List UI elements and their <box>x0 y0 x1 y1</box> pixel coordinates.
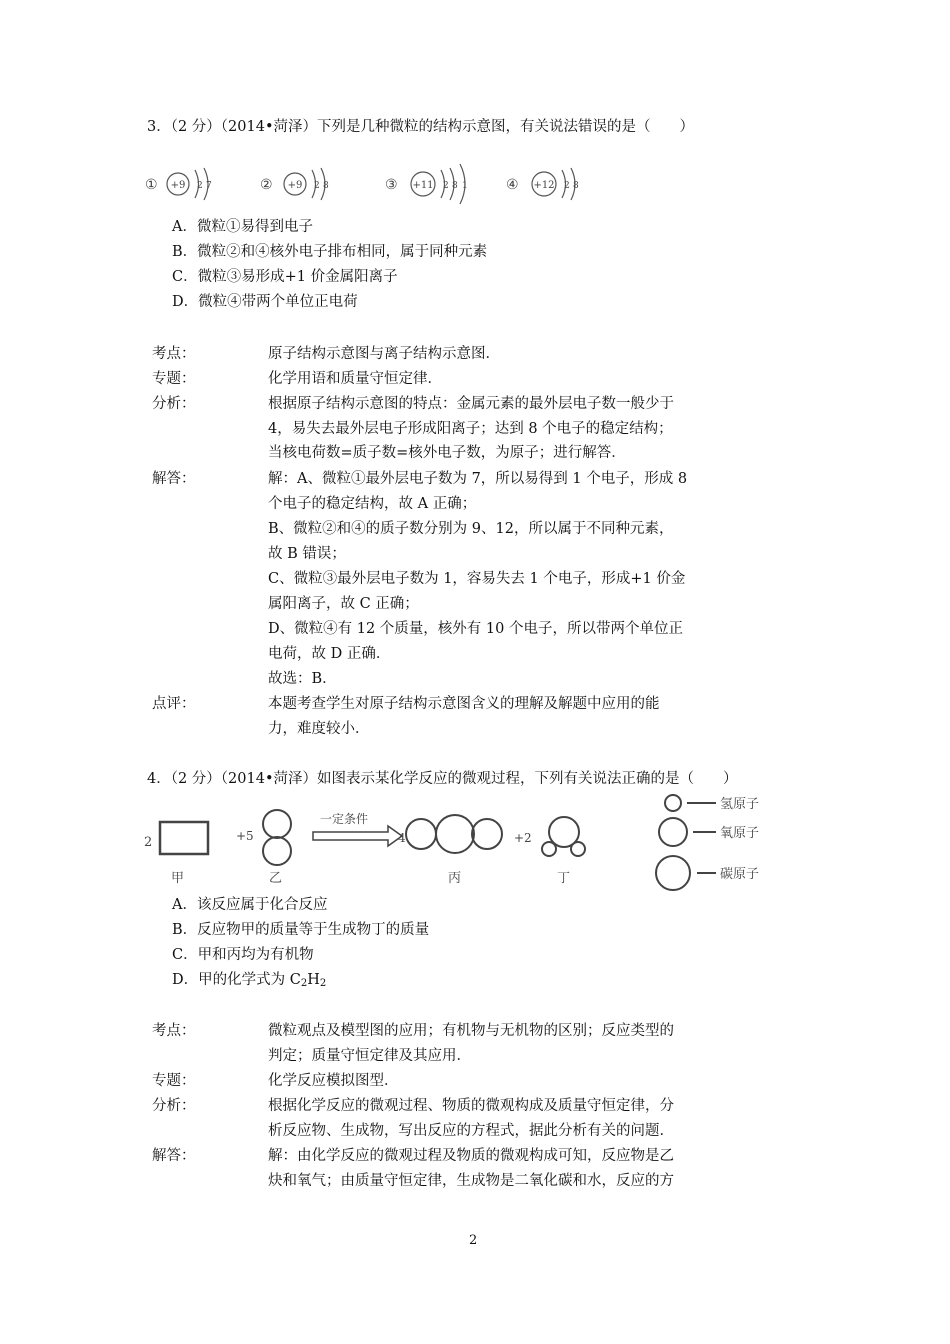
jia-molecule <box>160 822 208 854</box>
jia-label: 甲 <box>171 871 185 886</box>
q3-jieda-line: 故 B 错误； <box>268 546 346 562</box>
q3-dianping-line: 力，难度较小． <box>268 721 370 737</box>
q4-option-b: B．反应物甲的质量等于生成物丁的质量 <box>172 922 430 938</box>
q3-fenxi-line: 根据原子结构示意图的特点：金属元素的最外层电子数一般少于 <box>268 396 674 412</box>
svg-text:④: ④ <box>506 177 519 193</box>
q4-jieda-label: 解答： <box>152 1148 196 1164</box>
yi-molecule-atom <box>263 837 291 865</box>
q3-zhuanti: 化学用语和质量守恒定律． <box>268 371 442 387</box>
q3-option-d: D．微粒④带两个单位正电荷 <box>172 294 358 310</box>
q3-jieda-line: 电荷，故 D 正确． <box>268 646 391 662</box>
svg-text:2: 2 <box>564 181 570 191</box>
atom-4 <box>506 168 579 200</box>
svg-text:8: 8 <box>452 181 458 191</box>
svg-text:+11: +11 <box>412 180 434 191</box>
yi-label: 乙 <box>269 871 283 886</box>
svg-text:+9: +9 <box>287 180 303 191</box>
svg-text:2: 2 <box>314 181 320 191</box>
q4-fenxi-line: 根据化学反应的微观过程、物质的微观构成及质量守恒定律，分 <box>268 1098 674 1114</box>
q3-jieda-line: 属阳离子，故 C 正确； <box>268 596 419 612</box>
svg-text:+12: +12 <box>533 180 555 191</box>
q3-jieda-line: 解：A、微粒①最外层电子数为 7，所以易得到 1 个电子，形成 8 <box>268 471 688 487</box>
q3-kaodian: 原子结构示意图与离子结构示意图． <box>268 346 500 362</box>
svg-text:8: 8 <box>573 181 579 191</box>
svg-text:一定条件: 一定条件 <box>320 812 369 826</box>
q4-option-c: C．甲和丙均为有机物 <box>172 947 314 963</box>
svg-text:7: 7 <box>206 181 212 191</box>
q4-zhuanti: 化学反应模拟图型． <box>268 1073 399 1089</box>
q3-option-b: B．微粒②和④核外电子排布相同，属于同种元素 <box>172 244 488 260</box>
q3-jieda-line: 故选：B． <box>268 671 337 687</box>
q3-dianping-line: 本题考查学生对原子结构示意图含义的理解及解题中应用的能 <box>268 696 660 712</box>
q3-fenxi-label: 分析： <box>152 396 196 412</box>
svg-text:氢原子: 氢原子 <box>720 797 760 812</box>
svg-text:碳原子: 碳原子 <box>720 867 760 882</box>
yi-molecule-atom <box>263 810 291 838</box>
ding-molecule-atom <box>542 842 556 856</box>
q4-zhuanti-label: 专题： <box>152 1073 196 1089</box>
atom-2 <box>260 168 329 200</box>
svg-text:+2: +2 <box>514 831 532 845</box>
legend-carbon-atom <box>656 856 690 890</box>
q4-fenxi-line: 析反应物、生成物，写出反应的方程式，据此分析有关的问题． <box>268 1123 674 1139</box>
svg-text:①: ① <box>145 177 158 193</box>
q4-kaodian-line: 判定；质量守恒定律及其应用． <box>268 1048 471 1064</box>
q3-stem: 3．（2 分）（2014•菏泽）下列是几种微粒的结构示意图，有关说法错误的是（ ） <box>147 119 695 135</box>
q3-atom-structure-diagram <box>140 160 600 210</box>
ding-molecule-atom <box>571 842 585 856</box>
bing-molecule-atom <box>472 819 502 849</box>
atom-1 <box>145 168 212 200</box>
bing-label: 丙 <box>448 871 462 886</box>
svg-text:1: 1 <box>462 181 468 191</box>
q3-zhuanti-label: 专题： <box>152 371 196 387</box>
q4-jieda-line: 解：由化学反应的微观过程及物质的微观构成可知，反应物是乙 <box>268 1148 674 1164</box>
q3-jieda-line: B、微粒②和④的质子数分别为 9、12，所以属于不同种元素， <box>268 521 674 537</box>
svg-text:2: 2 <box>443 181 449 191</box>
q3-jieda-line: C、微粒③最外层电子数为 1，容易失去 1 个电子，形成+1 价金 <box>268 571 686 587</box>
svg-text:8: 8 <box>323 181 329 191</box>
svg-text:③: ③ <box>385 177 398 193</box>
q4-fenxi-label: 分析： <box>152 1098 196 1114</box>
q3-fenxi-line: 4，易失去最外层电子形成阳离子；达到 8 个电子的稳定结构； <box>268 421 673 437</box>
reaction-arrow <box>313 826 402 846</box>
atom-3 <box>385 164 468 204</box>
svg-text:②: ② <box>260 177 273 193</box>
q4-jieda-line: 炔和氧气；由质量守恒定律，生成物是二氧化碳和水，反应的方 <box>268 1173 674 1189</box>
ding-label: 丁 <box>557 871 571 886</box>
q4-kaodian-line: 微粒观点及模型图的应用；有机物与无机物的区别；反应类型的 <box>268 1023 674 1039</box>
svg-text:2: 2 <box>144 835 153 850</box>
q3-option-a: A．微粒①易得到电子 <box>172 219 313 235</box>
svg-text:+9: +9 <box>170 180 186 191</box>
svg-text:氧原子: 氧原子 <box>720 826 760 841</box>
q4-option-a: A．该反应属于化合反应 <box>172 897 328 913</box>
q3-jieda-label: 解答： <box>152 471 196 487</box>
q3-dianping-label: 点评： <box>152 696 196 712</box>
q3-jieda-line: D、微粒④有 12 个质量，核外有 10 个电子，所以带两个单位正 <box>268 621 683 637</box>
bing-molecule-atom <box>436 815 474 853</box>
q4-reaction-diagram <box>140 792 790 892</box>
q3-jieda-line: 个电子的稳定结构，故 A 正确； <box>268 496 477 512</box>
svg-text:2: 2 <box>197 181 203 191</box>
svg-text:+5: +5 <box>236 829 254 843</box>
legend-hydrogen-atom <box>665 795 681 811</box>
svg-text:4: 4 <box>398 831 406 845</box>
q4-kaodian-label: 考点： <box>152 1023 196 1039</box>
q4-option-d: D．甲的化学式为 $C_2H_2$ <box>172 972 327 989</box>
q3-fenxi-line: 当核电荷数=质子数=核外电子数，为原子；进行解答． <box>268 445 626 461</box>
q4-stem: 4．（2 分）（2014•菏泽）如图表示某化学反应的微观过程，下列有关说法正确的是（ ） <box>147 771 738 787</box>
q3-kaodian-label: 考点： <box>152 346 196 362</box>
page-number: 2 <box>469 1233 478 1248</box>
legend-oxygen-atom <box>659 818 687 846</box>
bing-molecule-atom <box>406 819 436 849</box>
q3-option-c: C．微粒③易形成+1 价金属阳离子 <box>172 269 398 285</box>
